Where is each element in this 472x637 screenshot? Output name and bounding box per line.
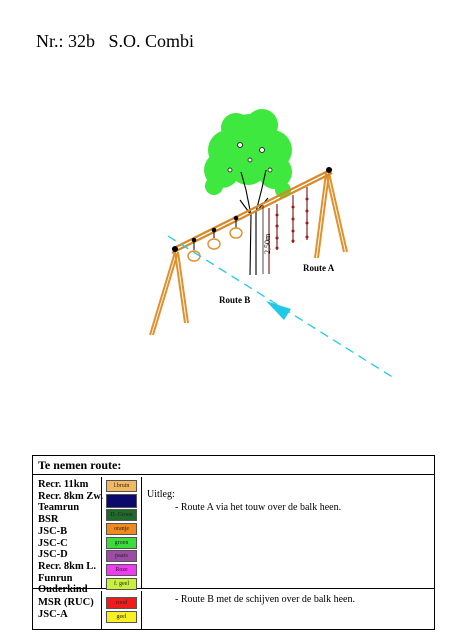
frame-legs (150, 173, 347, 335)
group-name: MSR (RUC) (38, 597, 94, 608)
color-swatch: l.bruin (106, 480, 137, 492)
group-name: Ouderkind (38, 584, 88, 596)
group-name: JSC-D (38, 549, 68, 561)
color-swatch (106, 494, 137, 508)
group-name: JSC-B (38, 525, 68, 537)
ropes (269, 187, 307, 274)
route-b-groups (38, 597, 94, 620)
route-b-explanation: - Route B met de schijven over de balk heen. (175, 594, 355, 605)
page-title: Nr.: 32b S.O. Combi (36, 31, 195, 51)
uitleg-label: Uitleg: (147, 489, 175, 500)
height-label: 2,50m (263, 233, 272, 254)
route-a-swatches (106, 480, 137, 592)
group-name: Recr. 8km L. (38, 560, 96, 572)
group-name: Recr. 8km Zw. (38, 490, 103, 502)
route-a-section (33, 477, 434, 596)
route-b-label: Route B (219, 295, 251, 305)
route-a-label: Route A (303, 263, 335, 273)
tree-trunk (240, 170, 268, 275)
color-swatch: rood (106, 597, 137, 609)
group-name: BSR (38, 514, 59, 526)
group-name: Teamrun (38, 502, 80, 514)
group-name: Funrun (38, 572, 73, 584)
route-b-arrow (168, 236, 394, 378)
color-swatch: f. geel (106, 578, 137, 590)
group-name: Recr. 11km (38, 479, 89, 490)
group-name: JSC-A (38, 608, 68, 620)
tree-foliage (204, 109, 292, 198)
route-a-explanation: - Route A via het touw over de balk heen. (175, 502, 342, 513)
route-table (32, 455, 435, 630)
color-swatch: D. Groen (106, 509, 137, 521)
route-b-swatches (106, 597, 137, 624)
color-swatch: geel (106, 611, 137, 623)
color-swatch: paars (106, 550, 137, 562)
color-swatch: Roze (106, 564, 137, 576)
table-heading: Te nemen route: (33, 456, 434, 475)
group-name: JSC-C (38, 537, 68, 549)
route-a-groups (38, 479, 103, 596)
color-swatch: groen (106, 537, 137, 549)
color-swatch: oranje (106, 523, 137, 535)
route-b-section (33, 591, 434, 629)
